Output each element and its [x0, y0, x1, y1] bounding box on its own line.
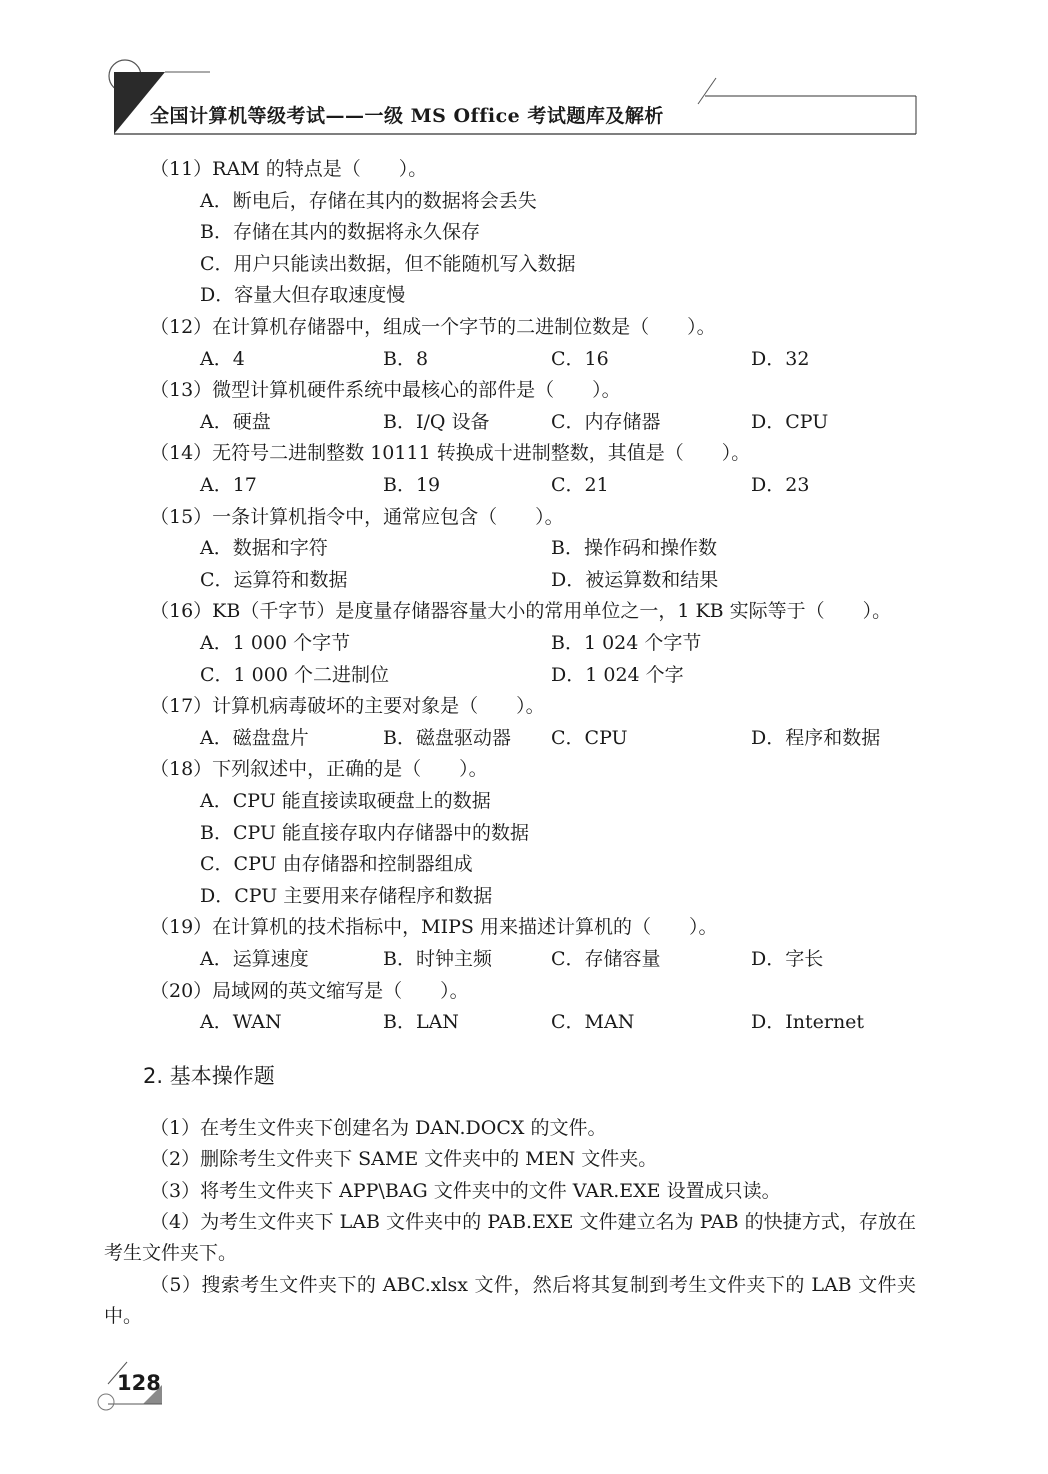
question-stem: （18）下列叙述中，正确的是（ ）。	[150, 758, 488, 780]
answer-option: A．4	[200, 348, 245, 370]
answer-option: C．内存储器	[551, 411, 661, 433]
answer-option: A．17	[200, 474, 257, 496]
question-stem: （12）在计算机存储器中，组成一个字节的二进制位数是（ ）。	[150, 316, 716, 338]
answer-option: A．数据和字符	[200, 537, 328, 559]
question-stem: （15）一条计算机指令中，通常应包含（ ）。	[150, 506, 564, 528]
answer-option: C．用户只能读出数据，但不能随机写入数据	[200, 253, 576, 275]
answer-option: A．硬盘	[200, 411, 271, 433]
answer-option: A．磁盘盘片	[200, 727, 309, 749]
answer-option: B．8	[383, 348, 429, 370]
answer-option: A．WAN	[200, 1011, 282, 1033]
answer-option: C．存储容量	[551, 948, 661, 970]
answer-option: D．容量大但存取速度慢	[200, 284, 406, 306]
answer-option: A．CPU 能直接读取硬盘上的数据	[200, 790, 491, 812]
answer-option: C．CPU	[551, 727, 628, 749]
answer-option: B．19	[383, 474, 441, 496]
answer-option: A．运算速度	[200, 948, 309, 970]
operation-item: （2）删除考生文件夹下 SAME 文件夹中的 MEN 文件夹。	[150, 1148, 658, 1170]
answer-option: D．1 024 个字	[551, 664, 684, 686]
answer-option: C．21	[551, 474, 609, 496]
answer-option: D．程序和数据	[751, 727, 881, 749]
answer-option: B．存储在其内的数据将永久保存	[200, 221, 480, 243]
question-stem: （11）RAM 的特点是（ ）。	[150, 158, 428, 180]
answer-option: B．时钟主频	[383, 948, 492, 970]
answer-option: D．CPU	[751, 411, 829, 433]
section-title: 2. 基本操作题	[143, 1064, 275, 1088]
answer-option: B．LAN	[383, 1011, 459, 1033]
running-header-title: 全国计算机等级考试——一级 MS Office 考试题库及解析	[150, 105, 664, 127]
question-stem: （14）无符号二进制整数 10111 转换成十进制整数，其值是（ ）。	[150, 442, 751, 464]
answer-option: C．运算符和数据	[200, 569, 348, 591]
question-stem: （16）KB（千字节）是度量存储器容量大小的常用单位之一，1 KB 实际等于（ ）。	[150, 600, 892, 622]
answer-option: D．CPU 主要用来存储程序和数据	[200, 885, 493, 907]
answer-option: D．32	[751, 348, 810, 370]
answer-option: C．CPU 由存储器和控制器组成	[200, 853, 473, 875]
answer-option: B．操作码和操作数	[551, 537, 717, 559]
answer-option: D．字长	[751, 948, 824, 970]
operation-item: （4）为考生文件夹下 LAB 文件夹中的 PAB.EXE 文件建立名为 PAB 的快捷方式，存放在考生文件夹下。	[104, 1211, 916, 1264]
answer-option: C．MAN	[551, 1011, 635, 1033]
operation-item: （1）在考生文件夹下创建名为 DAN.DOCX 的文件。	[150, 1117, 607, 1139]
answer-option: B．1 024 个字节	[551, 632, 702, 654]
answer-option: A．断电后，存储在其内的数据将会丢失	[200, 190, 537, 212]
answer-option: D．Internet	[751, 1011, 865, 1033]
operation-item: （5）搜索考生文件夹下的 ABC.xlsx 文件，然后将其复制到考生文件夹下的 LAB 文件夹中。	[104, 1274, 916, 1327]
answer-option: C．1 000 个二进制位	[200, 664, 389, 686]
answer-option: B．CPU 能直接存取内存储器中的数据	[200, 822, 530, 844]
page-number: 128	[117, 1371, 161, 1395]
answer-option: A．1 000 个字节	[200, 632, 351, 654]
answer-option: D．被运算数和结果	[551, 569, 719, 591]
answer-option: D．23	[751, 474, 810, 496]
answer-option: C．16	[551, 348, 609, 370]
question-stem: （13）微型计算机硬件系统中最核心的部件是（ ）。	[150, 379, 621, 401]
answer-option: B．I/Q 设备	[383, 411, 490, 433]
question-stem: （19）在计算机的技术指标中，MIPS 用来描述计算机的（ ）。	[150, 916, 718, 938]
question-stem: （17）计算机病毒破坏的主要对象是（ ）。	[150, 695, 545, 717]
operation-item: （3）将考生文件夹下 APP\BAG 文件夹中的文件 VAR.EXE 设置成只读。	[150, 1180, 781, 1202]
question-stem: （20）局域网的英文缩写是（ ）。	[150, 980, 469, 1002]
answer-option: B．磁盘驱动器	[383, 727, 511, 749]
